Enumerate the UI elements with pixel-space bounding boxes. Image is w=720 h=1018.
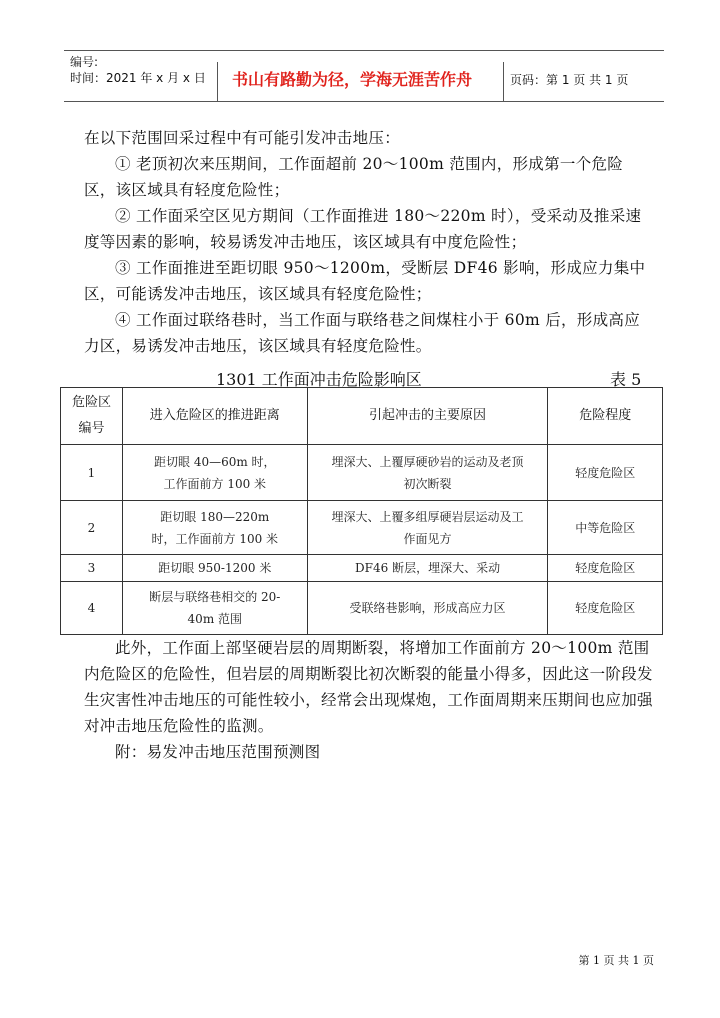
risk-zone-table [60,387,663,635]
cell-cause: 埋深大、上覆多组厚硬岩层运动及工作面见方 [307,501,548,555]
document-time-label: 时间：2021 年 x 月 x 日 [70,71,206,85]
attachment-note: 附：易发冲击地压范围预测图 [115,743,321,761]
cell-distance: 距切眼 40—60m 时，工作面前方 100 米 [122,445,307,501]
header-cell-distance: 进入危险区的推进距离 [122,388,307,445]
table-header-row [61,388,663,445]
header-cell-cause: 引起冲击的主要原因 [307,388,548,445]
conclusion-paragraph: 此外，工作面上部坚硬岩层的周期断裂，将增加工作面前方 20～100m 范围内危险区的危险性，但岩层的周期断裂比初次断裂的能量小得多，因此这一阶段发生灾害性冲击地压的可能性较小，经常会出现煤炮，工作面周期来压期间也应加强对冲击地压危险性的监测。 [84,639,653,735]
table-row [61,501,663,555]
cell-cause: 受联络巷影响，形成高应力区 [307,582,548,635]
document-header [64,50,664,102]
cell-level: 轻度危险区 [548,582,663,635]
cell-level: 中等危险区 [548,501,663,555]
cell-distance: 断层与联络巷相交的 20-40m 范围 [122,582,307,635]
cell-level: 轻度危险区 [548,555,663,582]
header-divider-left [217,62,218,102]
intro-paragraph: 在以下范围回采过程中有可能引发冲击地压： [84,129,401,147]
table-caption: 1301 工作面冲击危险影响区 [216,370,422,389]
page-footer: 第 1 页 共 1 页 [578,954,654,967]
table-number: 表 5 [610,370,642,389]
header-divider-right [503,62,504,102]
cell-level: 轻度危险区 [548,445,663,501]
table-row [61,445,663,501]
cell-zone-id: 3 [61,555,123,582]
cell-distance: 距切眼 180—220m 时，工作面前方 100 米 [122,501,307,555]
risk-item-1: ① 老顶初次来压期间，工作面超前 20～100m 范围内，形成第一个危险区，该区域具有轻度危险性； [84,155,624,199]
cell-distance: 距切眼 950-1200 米 [122,555,307,582]
table-row [61,555,663,582]
cell-cause: 埋深大、上覆厚硬砂岩的运动及老顶初次断裂 [307,445,548,501]
page-number-label: 页码：第 1 页 共 1 页 [510,73,629,87]
header-cell-level: 危险程度 [548,388,663,445]
cell-zone-id: 4 [61,582,123,635]
header-cell-zone-id: 危险区编号 [61,388,123,445]
cell-zone-id: 2 [61,501,123,555]
risk-item-2: ② 工作面采空区见方期间（工作面推进 180～220m 时），受采动及推采速度等因素的影响，较易诱发冲击地压，该区域具有中度危险性； [84,207,642,251]
document-number-label: 编号: [70,55,99,69]
table-row [61,582,663,635]
header-motto: 书山有路勤为径，学海无涯苦作舟 [232,70,473,89]
cell-cause: DF46 断层，埋深大、采动 [307,555,548,582]
header-top-rule [64,50,664,51]
header-bottom-rule [64,101,664,102]
cell-zone-id: 1 [61,445,123,501]
conclusion-block [84,635,654,765]
body-text-block [84,125,654,359]
risk-item-4: ④ 工作面过联络巷时，当工作面与联络巷之间煤柱小于 60m 后，形成高应力区，易诱发冲击地压，该区域具有轻度危险性。 [84,311,641,355]
risk-item-3: ③ 工作面推进至距切眼 950～1200m，受断层 DF46 影响，形成应力集中区，可能诱发冲击地压，该区域具有轻度危险性； [84,259,646,303]
